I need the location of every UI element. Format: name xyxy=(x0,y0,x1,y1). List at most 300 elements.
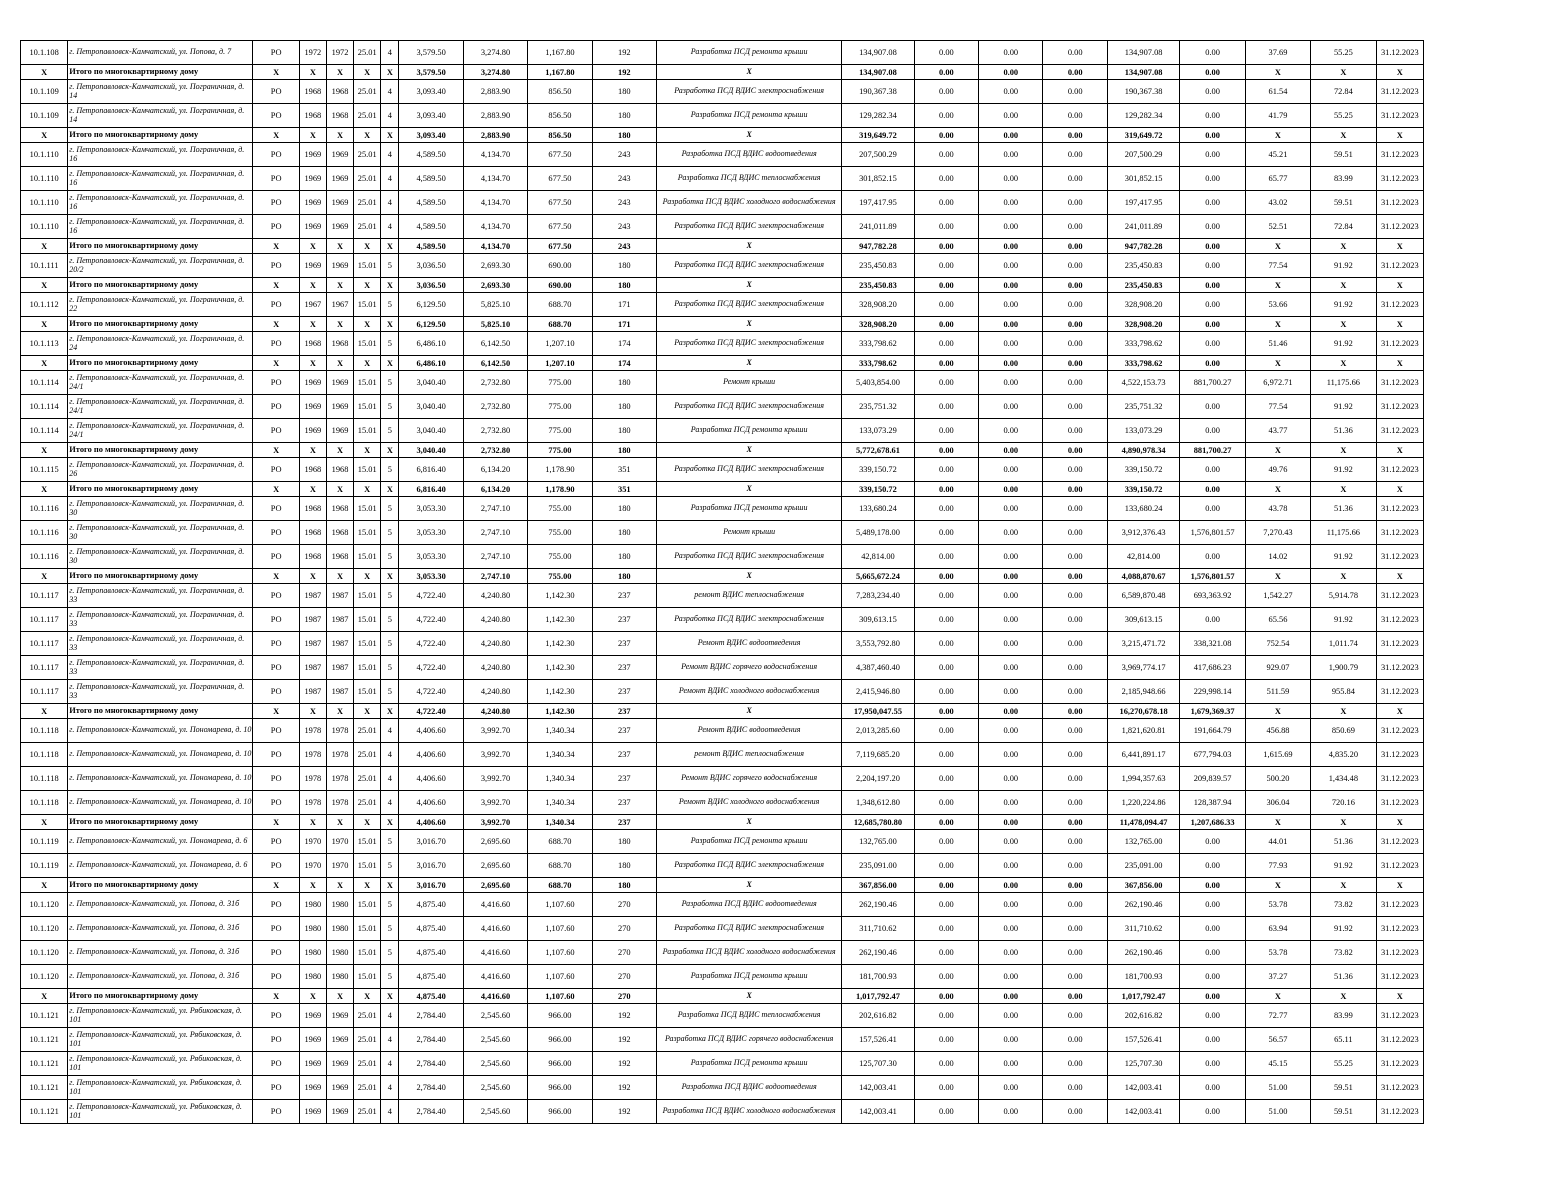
cell-cost-local: 0.00 xyxy=(1043,419,1107,443)
cell-wall-material: 25.01 xyxy=(354,215,381,239)
cell-total-area: 6,486.10 xyxy=(399,356,463,371)
cell-completion-date: 31.12.2023 xyxy=(1376,941,1423,965)
cell-cost-local: 0.00 xyxy=(1043,917,1107,941)
cell-residents: 180 xyxy=(592,443,656,458)
cell-floors: 4 xyxy=(381,719,399,743)
cell-build-year: 1987 xyxy=(299,680,326,704)
cell-cost-owners: 197,417.95 xyxy=(1107,191,1179,215)
cell-unit-cost: Х xyxy=(1245,65,1310,80)
cell-cost-regional: 0.00 xyxy=(979,332,1043,356)
cell-address: г. Петропавловск-Камчатский, ул. Пономарева, д. 6 xyxy=(68,830,253,854)
cell-cost-federal: 0.00 xyxy=(914,371,978,395)
cell-common-area: 856.50 xyxy=(528,80,592,104)
cell-common-area: 1,107.60 xyxy=(528,965,592,989)
cell-cost-total: 7,283,234.40 xyxy=(842,584,914,608)
cell-total-area: 6,129.50 xyxy=(399,317,463,332)
cell-cost-federal: 0.00 xyxy=(914,143,978,167)
cell-living-area: 2,732.80 xyxy=(463,371,527,395)
cell-wall-material: Х xyxy=(354,815,381,830)
cell-common-area: 1,142.30 xyxy=(528,656,592,680)
cell-wall-material: 25.01 xyxy=(354,719,381,743)
cell-cost-total: 262,190.46 xyxy=(842,893,914,917)
cell-row-number: 10.1.116 xyxy=(21,497,68,521)
cell-work-type: Разработка ПСД ВДИС холодного водоснабжения xyxy=(657,1100,842,1124)
cell-unit-cost: 72.77 xyxy=(1245,1004,1310,1028)
cell-common-area: 775.00 xyxy=(528,443,592,458)
cell-cost-owners: 367,856.00 xyxy=(1107,878,1179,893)
cell-cost-local: 0.00 xyxy=(1043,656,1107,680)
cell-wall-material: 15.01 xyxy=(354,395,381,419)
cell-cost-total: 367,856.00 xyxy=(842,878,914,893)
cell-cost-federal: 0.00 xyxy=(914,458,978,482)
table-row xyxy=(21,1004,1424,1028)
cell-living-area: 2,695.60 xyxy=(463,854,527,878)
cell-cost-other: 1,576,801.57 xyxy=(1180,521,1245,545)
cell-living-area: 2,695.60 xyxy=(463,878,527,893)
cell-residents: 237 xyxy=(592,608,656,632)
cell-commission-year: 1980 xyxy=(326,893,353,917)
cell-work-type: Разработка ПСД ВДИС горячего водоснабжения xyxy=(657,1028,842,1052)
cell-residents: 237 xyxy=(592,680,656,704)
cell-completion-date: 31.12.2023 xyxy=(1376,458,1423,482)
cell-cost-regional: 0.00 xyxy=(979,917,1043,941)
cell-living-area: 4,416.60 xyxy=(463,989,527,1004)
cell-unit-cost-limit: 73.82 xyxy=(1311,941,1376,965)
cell-floors: 5 xyxy=(381,254,399,278)
cell-completion-date: 31.12.2023 xyxy=(1376,395,1423,419)
cell-common-area: 1,142.30 xyxy=(528,704,592,719)
cell-cost-local: 0.00 xyxy=(1043,1004,1107,1028)
cell-common-area: 856.50 xyxy=(528,104,592,128)
cell-unit-cost: Х xyxy=(1245,482,1310,497)
cell-wall-material: 15.01 xyxy=(354,965,381,989)
cell-cost-federal: 0.00 xyxy=(914,293,978,317)
cell-commission-year: Х xyxy=(326,128,353,143)
cell-floors: Х xyxy=(381,815,399,830)
cell-cost-local: 0.00 xyxy=(1043,608,1107,632)
cell-floors: 5 xyxy=(381,830,399,854)
cell-unit-cost: 1,542.27 xyxy=(1245,584,1310,608)
cell-owner-type: РО xyxy=(253,965,299,989)
cell-commission-year: Х xyxy=(326,239,353,254)
cell-address: Итого по многоквартирному дому xyxy=(68,239,253,254)
cell-commission-year: 1972 xyxy=(326,41,353,65)
cell-living-area: 2,883.90 xyxy=(463,128,527,143)
cell-residents: 237 xyxy=(592,704,656,719)
table-row xyxy=(21,1052,1424,1076)
cell-cost-local: 0.00 xyxy=(1043,293,1107,317)
cell-total-area: 4,722.40 xyxy=(399,704,463,719)
cell-owner-type: РО xyxy=(253,545,299,569)
cell-cost-owners: 202,616.82 xyxy=(1107,1004,1179,1028)
cell-cost-total: 7,119,685.20 xyxy=(842,743,914,767)
cell-commission-year: 1980 xyxy=(326,917,353,941)
cell-row-number: 10.1.113 xyxy=(21,332,68,356)
cell-completion-date: 31.12.2023 xyxy=(1376,167,1423,191)
cell-cost-total: 129,282.34 xyxy=(842,104,914,128)
cell-unit-cost-limit: 73.82 xyxy=(1311,893,1376,917)
cell-completion-date: Х xyxy=(1376,704,1423,719)
cell-living-area: 2,545.60 xyxy=(463,1004,527,1028)
cell-row-number: Х xyxy=(21,239,68,254)
cell-owner-type: РО xyxy=(253,608,299,632)
cell-living-area: 6,142.50 xyxy=(463,332,527,356)
cell-address: г. Петропавловск-Камчатский, ул. Пограничная, д. 33 xyxy=(68,656,253,680)
cell-cost-federal: 0.00 xyxy=(914,584,978,608)
cell-completion-date: Х xyxy=(1376,989,1423,1004)
cell-completion-date: 31.12.2023 xyxy=(1376,719,1423,743)
cell-build-year: 1978 xyxy=(299,743,326,767)
cell-cost-local: 0.00 xyxy=(1043,965,1107,989)
cell-total-area: 4,722.40 xyxy=(399,584,463,608)
cell-floors: Х xyxy=(381,65,399,80)
cell-floors: 5 xyxy=(381,656,399,680)
cell-row-number: 10.1.110 xyxy=(21,191,68,215)
cell-living-area: 5,825.10 xyxy=(463,293,527,317)
cell-living-area: 2,747.10 xyxy=(463,545,527,569)
cell-cost-owners: 3,969,774.17 xyxy=(1107,656,1179,680)
table-row xyxy=(21,917,1424,941)
table-row xyxy=(21,941,1424,965)
cell-work-type: ремонт ВДИС теплоснабжения xyxy=(657,743,842,767)
total-row xyxy=(21,128,1424,143)
cell-unit-cost: 37.27 xyxy=(1245,965,1310,989)
cell-row-number: Х xyxy=(21,317,68,332)
table-row xyxy=(21,854,1424,878)
cell-work-type: Разработка ПСД ВДИС холодного водоснабжения xyxy=(657,191,842,215)
cell-residents: 270 xyxy=(592,893,656,917)
cell-build-year: 1978 xyxy=(299,719,326,743)
cell-commission-year: Х xyxy=(326,278,353,293)
cell-wall-material: 25.01 xyxy=(354,767,381,791)
cell-unit-cost: 53.78 xyxy=(1245,941,1310,965)
table-row xyxy=(21,965,1424,989)
cell-address: г. Петропавловск-Камчатский, ул. Пограничная, д. 26 xyxy=(68,458,253,482)
cell-commission-year: 1969 xyxy=(326,371,353,395)
cell-cost-other: 209,839.57 xyxy=(1180,767,1245,791)
cell-work-type: Разработка ПСД ремонта крыши xyxy=(657,830,842,854)
total-row xyxy=(21,482,1424,497)
cell-owner-type: РО xyxy=(253,215,299,239)
total-row xyxy=(21,878,1424,893)
table-row xyxy=(21,1100,1424,1124)
cell-row-number: 10.1.121 xyxy=(21,1004,68,1028)
table-row xyxy=(21,215,1424,239)
cell-cost-other: 0.00 xyxy=(1180,830,1245,854)
cell-commission-year: Х xyxy=(326,65,353,80)
cell-owner-type: РО xyxy=(253,584,299,608)
cell-cost-federal: 0.00 xyxy=(914,941,978,965)
cell-commission-year: Х xyxy=(326,443,353,458)
cell-unit-cost-limit: 72.84 xyxy=(1311,80,1376,104)
cell-unit-cost: 43.77 xyxy=(1245,419,1310,443)
cell-wall-material: 25.01 xyxy=(354,143,381,167)
cell-cost-total: 132,765.00 xyxy=(842,830,914,854)
cell-cost-regional: 0.00 xyxy=(979,215,1043,239)
cell-cost-regional: 0.00 xyxy=(979,278,1043,293)
cell-cost-regional: 0.00 xyxy=(979,395,1043,419)
cell-commission-year: Х xyxy=(326,815,353,830)
cell-owner-type: Х xyxy=(253,989,299,1004)
cell-total-area: 2,784.40 xyxy=(399,1028,463,1052)
cell-wall-material: 15.01 xyxy=(354,293,381,317)
cell-commission-year: 1969 xyxy=(326,143,353,167)
cell-completion-date: 31.12.2023 xyxy=(1376,830,1423,854)
cell-cost-other: 0.00 xyxy=(1180,989,1245,1004)
cell-unit-cost: 511.59 xyxy=(1245,680,1310,704)
cell-build-year: 1987 xyxy=(299,584,326,608)
cell-cost-local: 0.00 xyxy=(1043,584,1107,608)
cell-cost-other: 0.00 xyxy=(1180,332,1245,356)
cell-cost-total: 42,814.00 xyxy=(842,545,914,569)
cell-cost-local: 0.00 xyxy=(1043,128,1107,143)
cell-cost-federal: 0.00 xyxy=(914,989,978,1004)
cell-wall-material: 15.01 xyxy=(354,332,381,356)
cell-residents: 171 xyxy=(592,317,656,332)
cell-cost-regional: 0.00 xyxy=(979,65,1043,80)
cell-work-type: Разработка ПСД ВДИС водоотведения xyxy=(657,143,842,167)
cell-cost-owners: 1,017,792.47 xyxy=(1107,989,1179,1004)
cell-residents: 192 xyxy=(592,1076,656,1100)
cell-floors: 5 xyxy=(381,917,399,941)
cell-owner-type: РО xyxy=(253,719,299,743)
cell-completion-date: 31.12.2023 xyxy=(1376,1076,1423,1100)
cell-address: г. Петропавловск-Камчатский, ул. Пограничная, д. 33 xyxy=(68,680,253,704)
cell-residents: 180 xyxy=(592,104,656,128)
cell-cost-local: 0.00 xyxy=(1043,521,1107,545)
cell-build-year: 1968 xyxy=(299,497,326,521)
cell-work-type: Разработка ПСД ремонта крыши xyxy=(657,41,842,65)
cell-cost-local: 0.00 xyxy=(1043,1028,1107,1052)
cell-build-year: 1978 xyxy=(299,791,326,815)
cell-build-year: Х xyxy=(299,128,326,143)
cell-commission-year: 1968 xyxy=(326,458,353,482)
cell-owner-type: РО xyxy=(253,1076,299,1100)
cell-common-area: 966.00 xyxy=(528,1052,592,1076)
cell-address: Итого по многоквартирному дому xyxy=(68,815,253,830)
cell-unit-cost: 929.07 xyxy=(1245,656,1310,680)
cell-common-area: 690.00 xyxy=(528,278,592,293)
total-row xyxy=(21,239,1424,254)
cell-floors: Х xyxy=(381,317,399,332)
cell-cost-regional: 0.00 xyxy=(979,767,1043,791)
cell-cost-other: 417,686.23 xyxy=(1180,656,1245,680)
cell-unit-cost: 51.00 xyxy=(1245,1100,1310,1124)
cell-floors: 5 xyxy=(381,584,399,608)
cell-build-year: 1968 xyxy=(299,521,326,545)
cell-unit-cost: 14.02 xyxy=(1245,545,1310,569)
cell-completion-date: 31.12.2023 xyxy=(1376,854,1423,878)
cell-common-area: 677.50 xyxy=(528,143,592,167)
cell-cost-regional: 0.00 xyxy=(979,632,1043,656)
cell-cost-other: 0.00 xyxy=(1180,1004,1245,1028)
cell-unit-cost: 456.88 xyxy=(1245,719,1310,743)
cell-living-area: 6,142.50 xyxy=(463,356,527,371)
cell-cost-owners: 947,782.28 xyxy=(1107,239,1179,254)
cell-row-number: 10.1.110 xyxy=(21,215,68,239)
cell-build-year: Х xyxy=(299,443,326,458)
cell-address: Итого по многоквартирному дому xyxy=(68,569,253,584)
cell-cost-local: 0.00 xyxy=(1043,191,1107,215)
cell-cost-other: 191,664.79 xyxy=(1180,719,1245,743)
cell-common-area: 966.00 xyxy=(528,1100,592,1124)
cell-work-type: Ремонт ВДИС холодного водоснабжения xyxy=(657,791,842,815)
cell-cost-total: 333,798.62 xyxy=(842,332,914,356)
cell-total-area: 3,579.50 xyxy=(399,65,463,80)
cell-cost-federal: 0.00 xyxy=(914,41,978,65)
cell-wall-material: Х xyxy=(354,317,381,332)
cell-living-area: 4,134.70 xyxy=(463,239,527,254)
cell-cost-federal: 0.00 xyxy=(914,815,978,830)
cell-cost-federal: 0.00 xyxy=(914,254,978,278)
cell-owner-type: РО xyxy=(253,1028,299,1052)
cell-address: г. Петропавловск-Камчатский, ул. Пограничная, д. 16 xyxy=(68,191,253,215)
cell-address: г. Петропавловск-Камчатский, ул. Попова, д. 31б xyxy=(68,941,253,965)
cell-cost-other: 0.00 xyxy=(1180,65,1245,80)
cell-cost-owners: 333,798.62 xyxy=(1107,356,1179,371)
cell-cost-local: 0.00 xyxy=(1043,569,1107,584)
cell-unit-cost: Х xyxy=(1245,989,1310,1004)
cell-wall-material: 15.01 xyxy=(354,371,381,395)
cell-address: Итого по многоквартирному дому xyxy=(68,65,253,80)
cell-living-area: 2,747.10 xyxy=(463,569,527,584)
cell-cost-regional: 0.00 xyxy=(979,815,1043,830)
cell-cost-total: 142,003.41 xyxy=(842,1076,914,1100)
cell-cost-owners: 1,821,620.81 xyxy=(1107,719,1179,743)
cell-residents: 192 xyxy=(592,1100,656,1124)
cell-row-number: 10.1.114 xyxy=(21,371,68,395)
cell-unit-cost: 56.57 xyxy=(1245,1028,1310,1052)
cell-floors: 4 xyxy=(381,1076,399,1100)
cell-work-type: Х xyxy=(657,278,842,293)
table-row xyxy=(21,395,1424,419)
cell-cost-local: 0.00 xyxy=(1043,443,1107,458)
cell-cost-local: 0.00 xyxy=(1043,278,1107,293)
cell-row-number: 10.1.120 xyxy=(21,941,68,965)
cell-cost-other: 0.00 xyxy=(1180,395,1245,419)
cell-work-type: Разработка ПСД ВДИС электроснабжения xyxy=(657,917,842,941)
cell-cost-owners: 241,011.89 xyxy=(1107,215,1179,239)
cell-work-type: Разработка ПСД ВДИС водоотведения xyxy=(657,1076,842,1100)
table-row xyxy=(21,608,1424,632)
cell-owner-type: РО xyxy=(253,854,299,878)
cell-cost-other: 0.00 xyxy=(1180,1076,1245,1100)
cell-row-number: 10.1.110 xyxy=(21,167,68,191)
cell-cost-regional: 0.00 xyxy=(979,293,1043,317)
cell-cost-regional: 0.00 xyxy=(979,482,1043,497)
cell-cost-total: 190,367.38 xyxy=(842,80,914,104)
cell-common-area: 1,340.34 xyxy=(528,791,592,815)
cell-row-number: 10.1.117 xyxy=(21,656,68,680)
cell-total-area: 3,053.30 xyxy=(399,497,463,521)
cell-cost-regional: 0.00 xyxy=(979,719,1043,743)
cell-owner-type: Х xyxy=(253,569,299,584)
cell-cost-other: 0.00 xyxy=(1180,854,1245,878)
cell-residents: 180 xyxy=(592,371,656,395)
cell-unit-cost: Х xyxy=(1245,443,1310,458)
cell-residents: 270 xyxy=(592,917,656,941)
cell-cost-owners: 125,707.30 xyxy=(1107,1052,1179,1076)
cell-common-area: 688.70 xyxy=(528,830,592,854)
cell-unit-cost-limit: 850.69 xyxy=(1311,719,1376,743)
cell-address: г. Петропавловск-Камчатский, ул. Пограничная, д. 14 xyxy=(68,104,253,128)
cell-common-area: 1,178.90 xyxy=(528,482,592,497)
cell-cost-total: 134,907.08 xyxy=(842,65,914,80)
cell-unit-cost-limit: 59.51 xyxy=(1311,191,1376,215)
cell-row-number: 10.1.110 xyxy=(21,143,68,167)
cell-build-year: 1980 xyxy=(299,917,326,941)
cell-build-year: 1969 xyxy=(299,167,326,191)
cell-owner-type: РО xyxy=(253,941,299,965)
cell-cost-local: 0.00 xyxy=(1043,458,1107,482)
cell-living-area: 4,240.80 xyxy=(463,656,527,680)
table-row xyxy=(21,1028,1424,1052)
cell-residents: 237 xyxy=(592,743,656,767)
cell-common-area: 856.50 xyxy=(528,128,592,143)
cell-work-type: Разработка ПСД ВДИС теплоснабжения xyxy=(657,167,842,191)
cell-living-area: 4,134.70 xyxy=(463,167,527,191)
cell-cost-owners: 133,073.29 xyxy=(1107,419,1179,443)
cell-unit-cost: Х xyxy=(1245,878,1310,893)
cell-floors: Х xyxy=(381,356,399,371)
cell-build-year: 1987 xyxy=(299,632,326,656)
cell-living-area: 2,883.90 xyxy=(463,80,527,104)
cell-cost-regional: 0.00 xyxy=(979,167,1043,191)
cell-address: г. Петропавловск-Камчатский, ул. Пограничная, д. 14 xyxy=(68,80,253,104)
cell-cost-federal: 0.00 xyxy=(914,191,978,215)
cell-unit-cost: Х xyxy=(1245,239,1310,254)
cell-cost-other: 0.00 xyxy=(1180,191,1245,215)
cell-cost-federal: 0.00 xyxy=(914,443,978,458)
cell-unit-cost-limit: Х xyxy=(1311,278,1376,293)
cell-cost-owners: 235,091.00 xyxy=(1107,854,1179,878)
cell-living-area: 4,134.70 xyxy=(463,143,527,167)
cell-cost-local: 0.00 xyxy=(1043,830,1107,854)
cell-commission-year: 1987 xyxy=(326,680,353,704)
cell-row-number: 10.1.114 xyxy=(21,395,68,419)
cell-completion-date: Х xyxy=(1376,317,1423,332)
cell-cost-total: 197,417.95 xyxy=(842,191,914,215)
cell-completion-date: 31.12.2023 xyxy=(1376,767,1423,791)
total-row xyxy=(21,704,1424,719)
cell-wall-material: 15.01 xyxy=(354,608,381,632)
cell-living-area: 2,883.90 xyxy=(463,104,527,128)
cell-unit-cost-limit: Х xyxy=(1311,317,1376,332)
cell-work-type: Разработка ПСД ВДИС электроснабжения xyxy=(657,215,842,239)
cell-floors: 5 xyxy=(381,854,399,878)
cell-cost-total: 328,908.20 xyxy=(842,317,914,332)
cell-floors: 5 xyxy=(381,521,399,545)
cell-total-area: 4,589.50 xyxy=(399,215,463,239)
cell-cost-total: 235,751.32 xyxy=(842,395,914,419)
cell-completion-date: 31.12.2023 xyxy=(1376,632,1423,656)
cell-residents: 270 xyxy=(592,965,656,989)
cell-cost-owners: 16,270,678.18 xyxy=(1107,704,1179,719)
cell-living-area: 4,240.80 xyxy=(463,704,527,719)
cell-address: г. Петропавловск-Камчатский, ул. Рябиковская, д. 101 xyxy=(68,1052,253,1076)
cell-residents: 237 xyxy=(592,632,656,656)
cell-cost-federal: 0.00 xyxy=(914,743,978,767)
cell-cost-regional: 0.00 xyxy=(979,143,1043,167)
cell-common-area: 755.00 xyxy=(528,569,592,584)
cell-cost-total: 5,489,178.00 xyxy=(842,521,914,545)
cell-unit-cost: 51.00 xyxy=(1245,1076,1310,1100)
cell-build-year: 1969 xyxy=(299,191,326,215)
cell-cost-other: 1,679,369.37 xyxy=(1180,704,1245,719)
table-row xyxy=(21,743,1424,767)
cell-work-type: Разработка ПСД ВДИС водоотведения xyxy=(657,893,842,917)
cell-total-area: 4,406.60 xyxy=(399,815,463,830)
